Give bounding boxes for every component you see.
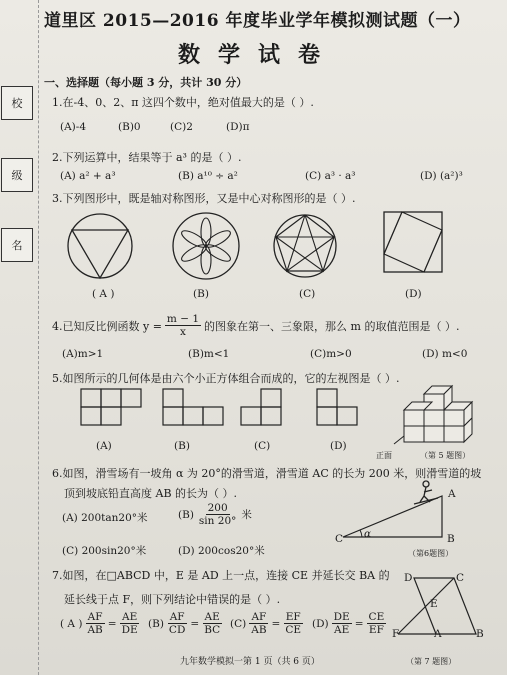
q6-optb-num: 200: [207, 502, 228, 514]
q2-option-a[interactable]: (A) a² + a³: [60, 170, 116, 182]
q5-label-b[interactable]: (B): [174, 440, 190, 452]
q6-optb-den: sin 20°: [198, 515, 237, 527]
q6-option-b-label: (B): [178, 508, 194, 521]
q5-stem: 5.如图所示的几何体是由六个小正方体组合而成的，它的左视图是（ ）.: [52, 372, 400, 385]
q7-optd-frac2: [367, 611, 387, 636]
q5-view-a: [80, 388, 146, 428]
q4-frac-den: x: [180, 326, 186, 338]
q5-label-c[interactable]: (C): [254, 440, 271, 452]
q7-optc-frac2: [283, 611, 303, 636]
q5-solid-figure: [394, 392, 484, 444]
cut-line: [38, 0, 40, 675]
q3-figure-b: [168, 210, 244, 284]
q7-line1: 7.如图，在□ABCD 中，E 是 AD 上一点，连接 CE 并延长交 BA 的: [52, 569, 390, 582]
q1-option-a[interactable]: (A)-4: [60, 121, 87, 133]
q4-fraction: [165, 313, 201, 338]
q7-optd-num2: CE: [368, 611, 385, 623]
q2-option-c[interactable]: (C) a³ · a³: [305, 170, 356, 182]
class-label: 级: [11, 169, 23, 182]
section-heading: 一、选择题（每小题 3 分，共计 30 分）: [44, 76, 248, 89]
q7-optd-frac1: [332, 611, 352, 636]
q7-opta-eq: =: [107, 617, 117, 630]
q6-line1: 6.如图，滑雪场有一坡角 α 为 20°的滑雪道，滑雪道 AC 的长为 200 米，则滑雪道的坡: [52, 467, 482, 480]
q6-option-d[interactable]: (D) 200cos20°米: [178, 545, 265, 557]
q2-stem: 2.下列运算中，结果等于 a³ 的是（ ）.: [52, 151, 242, 164]
q3-figure-a: [60, 210, 140, 284]
q7-opta-den2: DE: [121, 624, 138, 636]
q6-option-b-unit: 米: [241, 509, 252, 521]
q3-label-b[interactable]: (B): [193, 288, 209, 300]
q7-figure-caption: （第 7 题图）: [406, 657, 457, 666]
q7-optc-num2: EF: [285, 611, 301, 623]
name-box: [1, 228, 33, 262]
q3-label-d[interactable]: (D): [405, 288, 422, 300]
exam-title: 道里区 2015—2016 年度毕业学年模拟测试题（一）: [44, 11, 471, 31]
q7-optc-frac1: [249, 611, 268, 636]
q4-stem: [52, 313, 459, 338]
q7-option-a-label: ( A ): [60, 617, 83, 630]
q4-option-d[interactable]: (D) m<0: [422, 348, 468, 360]
class-box: [1, 158, 33, 192]
q7-optb-frac1: [167, 611, 187, 636]
q7-point-f: F: [392, 628, 400, 640]
q7-opta-den1: AB: [87, 624, 103, 636]
q4-option-c[interactable]: (C)m>0: [310, 348, 352, 360]
q7-opta-num2: AE: [122, 611, 138, 623]
q7-optd-num1: DE: [333, 611, 350, 623]
school-box: [1, 86, 33, 120]
q4-frac-num: m − 1: [166, 313, 200, 325]
q6-line2: 顶到坡底铅直高度 AB 的长为（ ）.: [64, 487, 238, 500]
exam-subtitle: 数学试卷: [178, 42, 339, 68]
q7-optd-eq: =: [354, 617, 364, 630]
q7-line2: 延长线于点 F，则下列结论中错误的是（ ）.: [64, 593, 281, 606]
q7-optd-den1: AE: [334, 624, 350, 636]
q6-option-b[interactable]: [178, 502, 252, 527]
q3-stem: 3.下列图形中，既是轴对称图形，又是中心对称图形的是（ ）.: [52, 192, 356, 205]
q1-option-d[interactable]: (D)π: [226, 121, 250, 133]
q7-optb-num1: AF: [169, 611, 185, 623]
q7-opta-num1: AF: [87, 611, 103, 623]
q7-optb-num2: AE: [204, 611, 220, 623]
q5-label-d[interactable]: (D): [330, 440, 347, 452]
q7-point-d: D: [404, 572, 413, 584]
q4-stem-post: 的图象在第一、三象限，那么 m 的取值范围是（ ）.: [204, 319, 460, 333]
q7-optb-den1: CD: [168, 624, 186, 636]
q7-point-b: B: [476, 628, 484, 640]
q3-label-c[interactable]: (C): [299, 288, 316, 300]
q6-option-c[interactable]: (C) 200sin20°米: [62, 545, 147, 557]
q3-figure-d: [382, 210, 444, 276]
binding-strip: [0, 0, 40, 675]
q7-point-e: E: [430, 598, 438, 610]
q7-option-b-label: (B): [148, 617, 164, 630]
q5-label-a[interactable]: (A): [96, 440, 112, 452]
q7-opta-frac1: [85, 611, 104, 636]
q6-option-b-fraction: [197, 502, 238, 527]
q2-option-b[interactable]: (B) a¹⁰ ÷ a²: [178, 170, 238, 182]
q7-option-d[interactable]: [312, 611, 386, 636]
q7-option-c-label: (C): [230, 617, 247, 630]
q1-stem: 1.在-4、0、2、π 这四个数中，绝对值最大的是（ ）.: [52, 96, 314, 109]
school-label: 校: [11, 97, 23, 110]
q1-option-c[interactable]: (C)2: [170, 121, 193, 133]
q5-front-label: 正面: [376, 451, 392, 460]
q7-opta-frac2: [120, 611, 140, 636]
q5-view-b: [162, 388, 228, 428]
q6-slope-figure: [340, 480, 445, 542]
q4-stem-pre: 4.已知反比例函数 y =: [52, 319, 162, 333]
q7-point-c: C: [456, 572, 465, 584]
q2-option-d[interactable]: (D) (a²)³: [420, 170, 463, 182]
q7-optc-den2: CE: [285, 624, 302, 636]
q4-option-a[interactable]: (A)m>1: [62, 348, 104, 360]
q5-view-c: [240, 388, 290, 428]
q5-figure-caption: （第 5 题图）: [420, 451, 471, 460]
q6-option-a[interactable]: (A) 200tan20°米: [62, 512, 148, 524]
q1-option-b[interactable]: (B)0: [118, 121, 141, 133]
q7-optb-eq: =: [190, 617, 200, 630]
q6-figure-caption: （第6题图）: [408, 549, 454, 558]
q7-optc-den1: AB: [251, 624, 267, 636]
q7-option-d-label: (D): [312, 617, 329, 630]
q7-point-a: A: [434, 628, 442, 640]
q4-option-b[interactable]: (B)m<1: [188, 348, 230, 360]
q7-optc-num1: AF: [251, 611, 267, 623]
q6-point-a: A: [448, 488, 456, 500]
q3-label-a[interactable]: ( A ): [92, 288, 115, 300]
q7-option-b[interactable]: [148, 611, 222, 636]
q7-option-c[interactable]: [230, 611, 303, 636]
q7-optc-eq: =: [271, 617, 281, 630]
q5-view-d: [316, 388, 366, 428]
q3-figure-c: [272, 210, 338, 282]
page-footer: 九年数学模拟一第 1 页（共 6 页）: [180, 657, 320, 667]
q7-option-a[interactable]: [60, 611, 140, 636]
q6-alpha-label: α: [364, 528, 372, 540]
q7-optd-den2: EF: [368, 624, 384, 636]
q6-point-c: C: [335, 533, 344, 545]
q7-optb-frac2: [202, 611, 222, 636]
q7-optb-den2: BC: [204, 624, 221, 636]
name-label: 名: [11, 239, 23, 252]
q6-point-b: B: [447, 533, 455, 545]
